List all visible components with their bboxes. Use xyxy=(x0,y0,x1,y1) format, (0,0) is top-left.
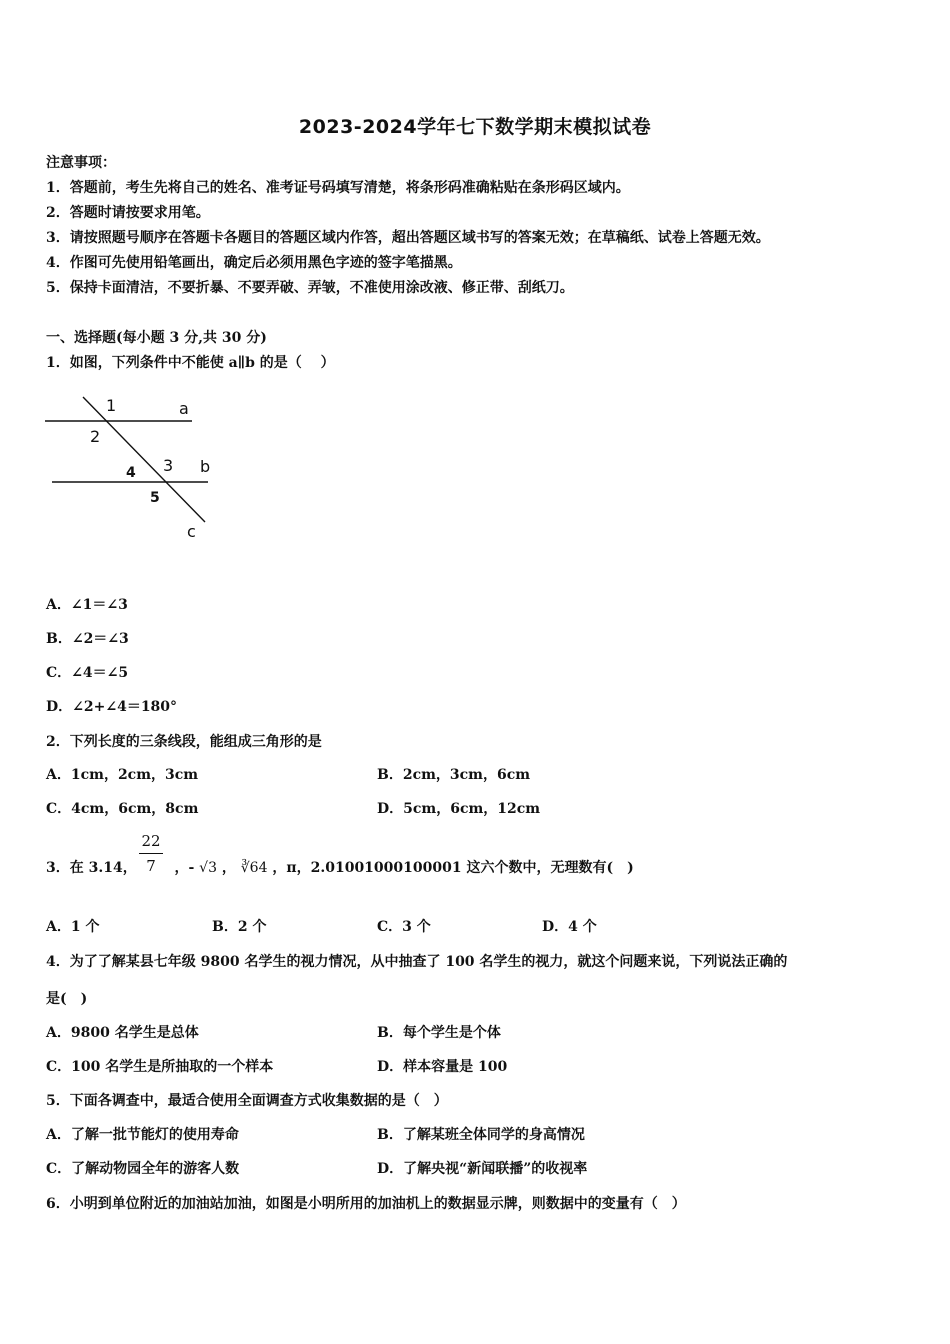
question-2-stem: 2．下列长度的三条线段，能组成三角形的是 xyxy=(46,734,322,750)
note-item: 3．请按照题号顺序在答题卡各题目的答题区域内作答，超出答题区域书写的答案无效；在草稿纸、试卷上答题无效。 xyxy=(46,230,770,246)
q3-sqrt3: √3 xyxy=(199,860,217,876)
fraction-denominator: 7 xyxy=(146,857,156,875)
q3-cube-root: ∛64 xyxy=(240,860,268,876)
option-d: D．4 个 xyxy=(542,919,597,935)
q3-sep1: ，- xyxy=(174,860,195,876)
option-c: C．∠4＝∠5 xyxy=(46,665,129,681)
option-a: A．9800 名学生是总体 xyxy=(46,1025,199,1041)
question-4-stem-cont: 是( ) xyxy=(46,991,88,1007)
q3-prefix: 3．在 3.14， xyxy=(46,860,137,876)
option-a: A．∠1＝∠3 xyxy=(46,597,128,613)
q3-suffix: ，π，2.01001000100001 这六个数中，无理数有( ) xyxy=(272,860,634,876)
option-c: C．100 名学生是所抽取的一个样本 xyxy=(46,1059,274,1075)
angle-label-5: 5 xyxy=(150,490,160,506)
question-6-stem: 6．小明到单位附近的加油站加油，如图是小明所用的加油机上的数据显示牌，则数据中的变量有（ ） xyxy=(46,1196,686,1212)
note-item: 4．作图可先使用铅笔画出，确定后必须用黑色字迹的签字笔描黑。 xyxy=(46,255,462,271)
fraction-numerator: 22 xyxy=(141,832,161,850)
option-c: C．4cm，6cm，8cm xyxy=(46,801,199,817)
question-3-stem xyxy=(46,857,634,877)
option-d: D．∠2+∠4＝180° xyxy=(46,699,178,715)
option-a: A．了解一批节能灯的使用寿命 xyxy=(46,1127,239,1143)
q3-sep2: ， xyxy=(221,860,236,876)
note-item: 1．答题前，考生先将自己的姓名、准考证号码填写清楚，将条形码准确粘贴在条形码区域内。 xyxy=(46,180,630,196)
option-c: C．3 个 xyxy=(377,919,431,935)
option-b: B．2 个 xyxy=(212,919,267,935)
option-b: B．2cm，3cm，6cm xyxy=(377,767,531,783)
option-d: D．5cm，6cm，12cm xyxy=(377,801,541,817)
question-4-stem: 4．为了了解某县七年级 9800 名学生的视力情况，从中抽查了 100 名学生的视力，就这个问题来说，下列说法正确的 xyxy=(46,954,788,970)
page-title: 2023-2024学年七下数学期末模拟试卷 xyxy=(298,116,652,138)
option-a: A．1cm，2cm，3cm xyxy=(46,767,199,783)
question-5-stem: 5．下面各调查中，最适合使用全面调查方式收集数据的是（ ） xyxy=(46,1093,448,1109)
note-item: 2．答题时请按要求用笔。 xyxy=(46,205,210,221)
note-item: 5．保持卡面清洁，不要折暴、不要弄破、弄皱，不准使用涂改液、修正带、刮纸刀。 xyxy=(46,280,574,296)
angle-label-4: 4 xyxy=(126,465,136,481)
angle-label-2: 2 xyxy=(90,427,101,446)
fraction-22-7 xyxy=(139,832,163,875)
angle-label-1: 1 xyxy=(106,396,117,415)
line-label-a: a xyxy=(179,399,189,418)
option-a: A．1 个 xyxy=(46,919,100,935)
question-1-stem: 1．如图，下列条件中不能使 a∥b 的是（ ） xyxy=(46,355,335,371)
option-d: D．了解央视“新闻联播”的收视率 xyxy=(377,1161,588,1177)
line-label-c: c xyxy=(187,522,196,541)
option-b: B．每个学生是个体 xyxy=(377,1025,501,1041)
option-d: D．样本容量是 100 xyxy=(377,1059,508,1075)
section-heading: 一、选择题(每小题 3 分,共 30 分) xyxy=(46,330,267,346)
notes-heading: 注意事项： xyxy=(46,155,116,171)
line-label-b: b xyxy=(200,457,211,476)
option-b: B．∠2＝∠3 xyxy=(46,631,129,647)
angle-label-3: 3 xyxy=(163,456,174,475)
option-c: C．了解动物园全年的游客人数 xyxy=(46,1161,240,1177)
option-b: B．了解某班全体同学的身高情况 xyxy=(377,1127,585,1143)
